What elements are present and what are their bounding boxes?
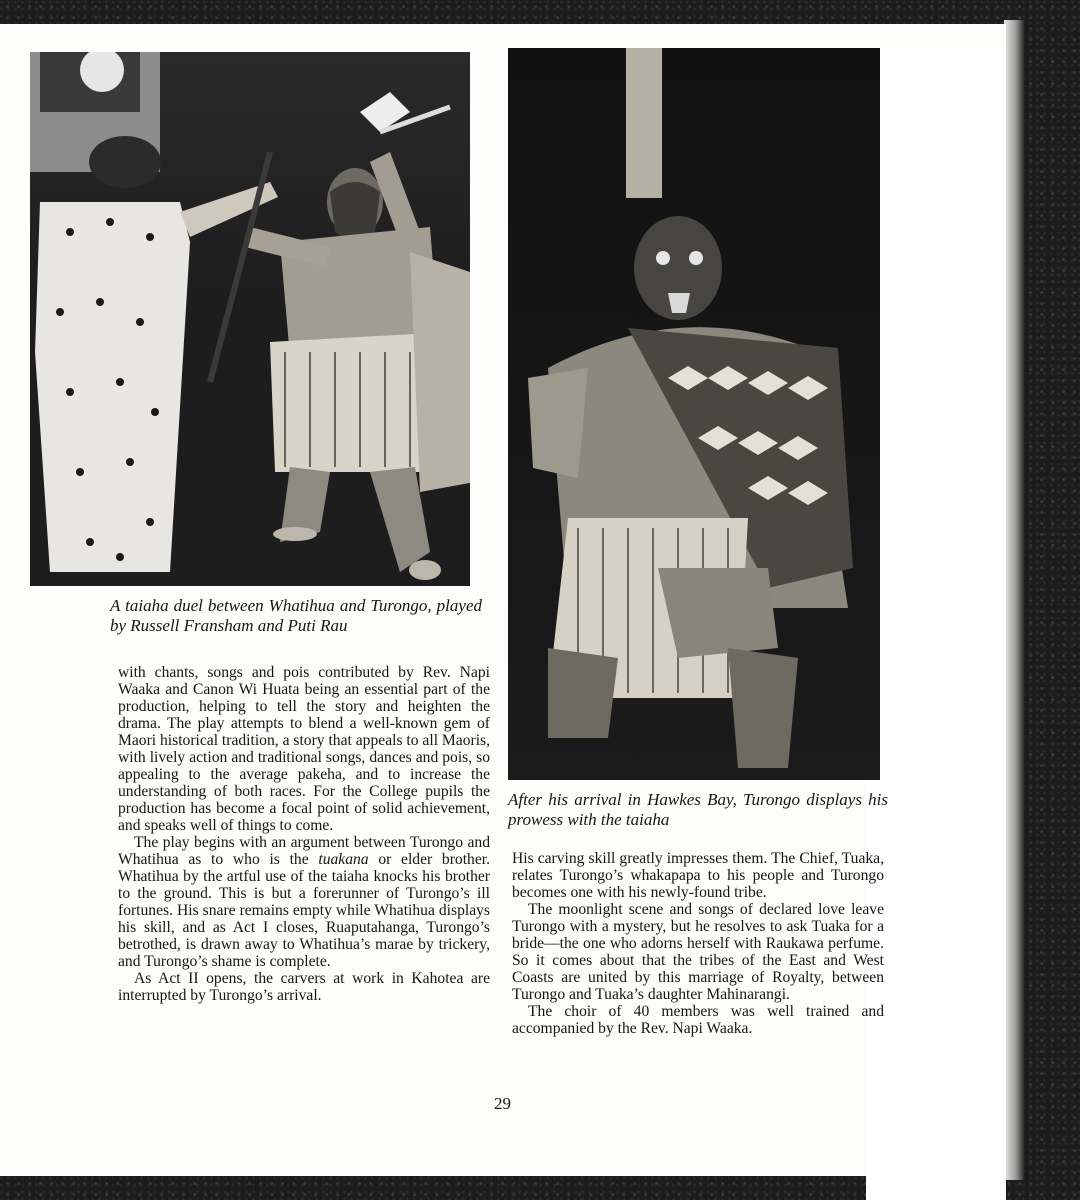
page-number: 29 [494, 1094, 511, 1113]
article-column-left [118, 664, 490, 1004]
article-column-right [512, 850, 884, 1037]
page-margin [866, 48, 1006, 1200]
magazine-page [0, 24, 1006, 1176]
paragraph: The choir of 40 members was well trained and accompanied by the Rev. Napi Waaka. [512, 1003, 884, 1037]
paragraph: His carving skill greatly impresses them. The Chief, Tuaka, relates Turongo’s whakapapa to his people and Turongo becomes one with his newly-found tribe. [512, 850, 884, 901]
photo-taiaha-duel [30, 52, 480, 586]
column-gutter [470, 48, 496, 592]
paragraph: The play begins with an argument between Turongo and Whatihua as to who is the tuakana or elder brother. Whatihua by the artful use of the taiaha knocks his brother to the ground. This is but a forerunner of Turongo’s ill fortunes. His snare remains empty while Whatihua displays his skill, and as Act I closes, Ruaputahanga, Turongo’s betrothed, is drawn away to Whatihua’s marae by trickery, and Turongo’s shame is complete. [118, 834, 490, 970]
book-spine [1004, 20, 1024, 1180]
paragraph: The moonlight scene and songs of declared love leave Turongo with a mystery, but he resolves to ask Tuaka for a bride—the one who adorns herself with Raukawa perfume. So it comes about that the tribes of the East and West Coasts are united by this marriage of Royalty, between Turongo and Tuaka’s daughter Mahinarangi. [512, 901, 884, 1003]
paragraph: As Act II opens, the carvers at work in Kahotea are interrupted by Turongo’s arrival. [118, 970, 490, 1004]
photo-turongo-kneeling [508, 48, 880, 780]
caption-left-photo: A taiaha duel between Whatihua and Turongo, played by Russell Fransham and Puti Rau [110, 596, 482, 635]
emphasis-tuakana: tuakana [318, 851, 369, 868]
caption-right-photo: After his arrival in Hawkes Bay, Turongo displays his prowess with the taiaha [508, 790, 888, 829]
paragraph: with chants, songs and pois contributed by Rev. Napi Waaka and Canon Wi Huata being an essential part of the production, helping to tell the story and heighten the drama. The play attempts to blend a well-known gem of Maori historical tradition, a story that appeals to all Maoris, with lively action and traditional songs, dances and pois, so appealing to the average pakeha, and to increase the understanding of both races. For the College pupils the production has become a focal point of solid achievement, and speaks well of things to come. [118, 664, 490, 834]
